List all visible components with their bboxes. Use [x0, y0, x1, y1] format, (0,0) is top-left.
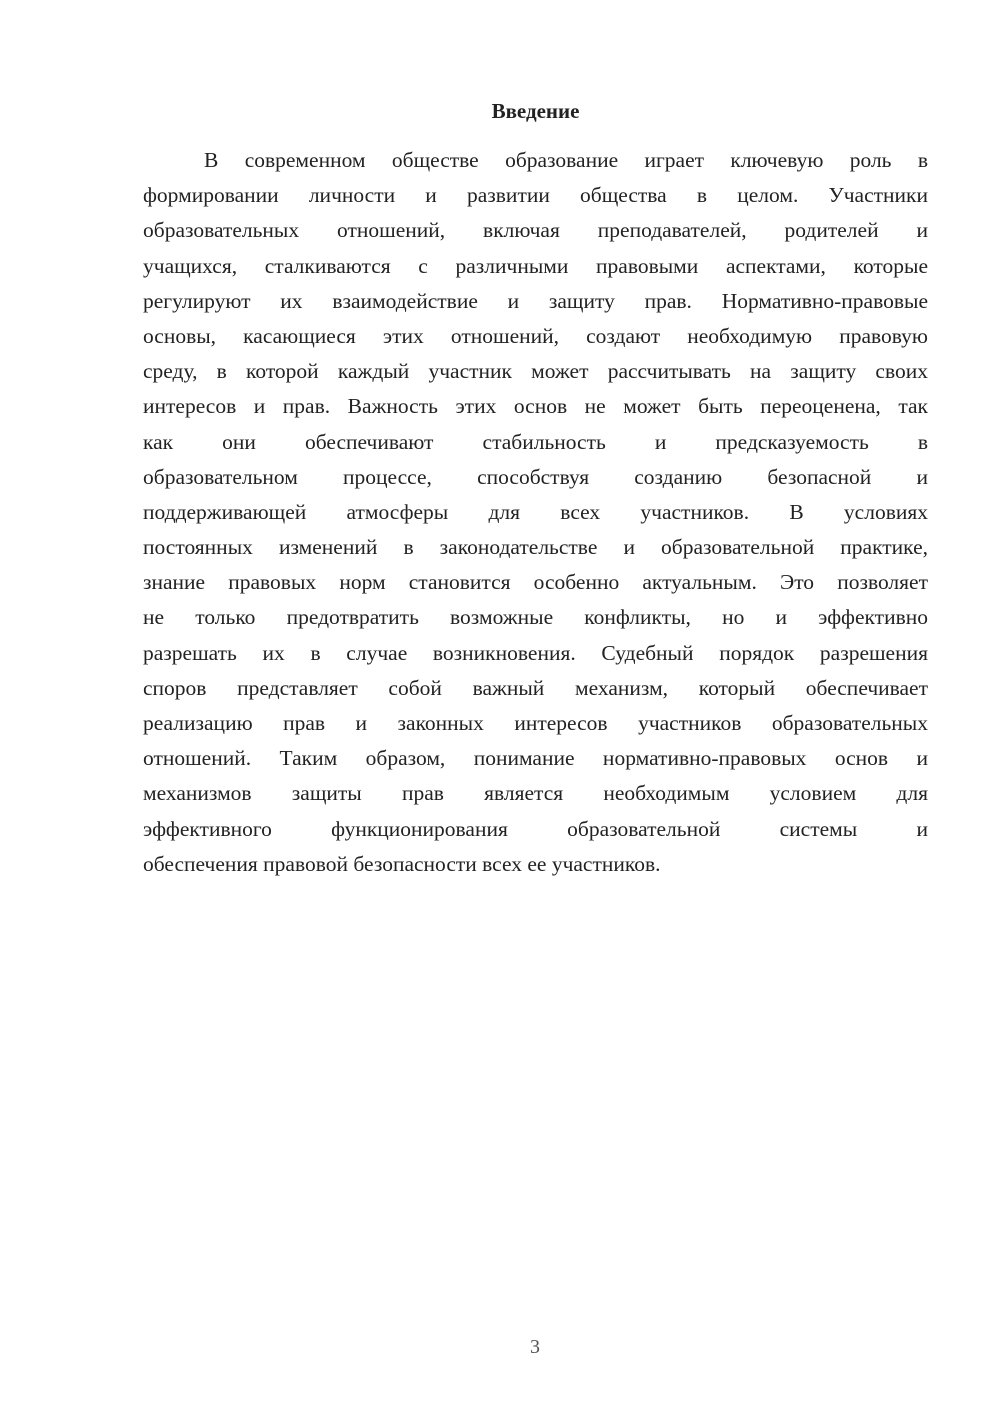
paragraph-line: учащихся, сталкиваются с различными правовыми аспектами, которые [143, 253, 928, 278]
paragraph-line: поддерживающей атмосферы для всех участников. В условиях [143, 499, 928, 524]
paragraph-line: разрешать их в случае возникновения. Судебный порядок разрешения [143, 640, 928, 665]
paragraph-line: регулируют их взаимодействие и защиту прав. Нормативно-правовые [143, 288, 928, 313]
paragraph-line: интересов и прав. Важность этих основ не может быть переоценена, так [143, 394, 928, 419]
paragraph-line: как они обеспечивают стабильность и предсказуемость в [143, 429, 928, 454]
paragraph-line: эффективного функционирования образовательной системы и [143, 816, 928, 841]
paragraph-line: В современном обществе образование играет ключевую роль в [204, 148, 928, 172]
paragraph-line: формировании личности и развитии общества в целом. Участники [143, 183, 928, 208]
paragraph-line: образовательном процессе, способствуя созданию безопасной и [143, 464, 928, 489]
paragraph-line: среду, в которой каждый участник может рассчитывать на защиту своих [143, 359, 928, 384]
paragraph-line: реализацию прав и законных интересов участников образовательных [143, 711, 928, 735]
paragraph-line: образовательных отношений, включая преподавателей, родителей и [143, 218, 928, 243]
paragraph-line: не только предотвратить возможные конфликты, но и эффективно [143, 605, 928, 630]
paragraph-line: знание правовых норм становится особенно актуальным. Это позволяет [143, 570, 928, 595]
paragraph-line: отношений. Таким образом, понимание нормативно-правовых основ и [143, 746, 928, 771]
paragraph-line: обеспечения правовой безопасности всех ее участников. [143, 851, 661, 876]
paragraph-line: механизмов защиты прав является необходимым условием для [143, 781, 928, 806]
intro-paragraph [143, 143, 928, 882]
paragraph-line: постоянных изменений в законодательстве и образовательной практике, [143, 535, 928, 560]
paragraph-line: основы, касающиеся этих отношений, создают необходимую правовую [143, 323, 928, 348]
paragraph-line: споров представляет собой важный механизм, который обеспечивает [143, 675, 928, 700]
section-heading: Введение [491, 99, 580, 123]
page-number: 3 [530, 1336, 540, 1358]
